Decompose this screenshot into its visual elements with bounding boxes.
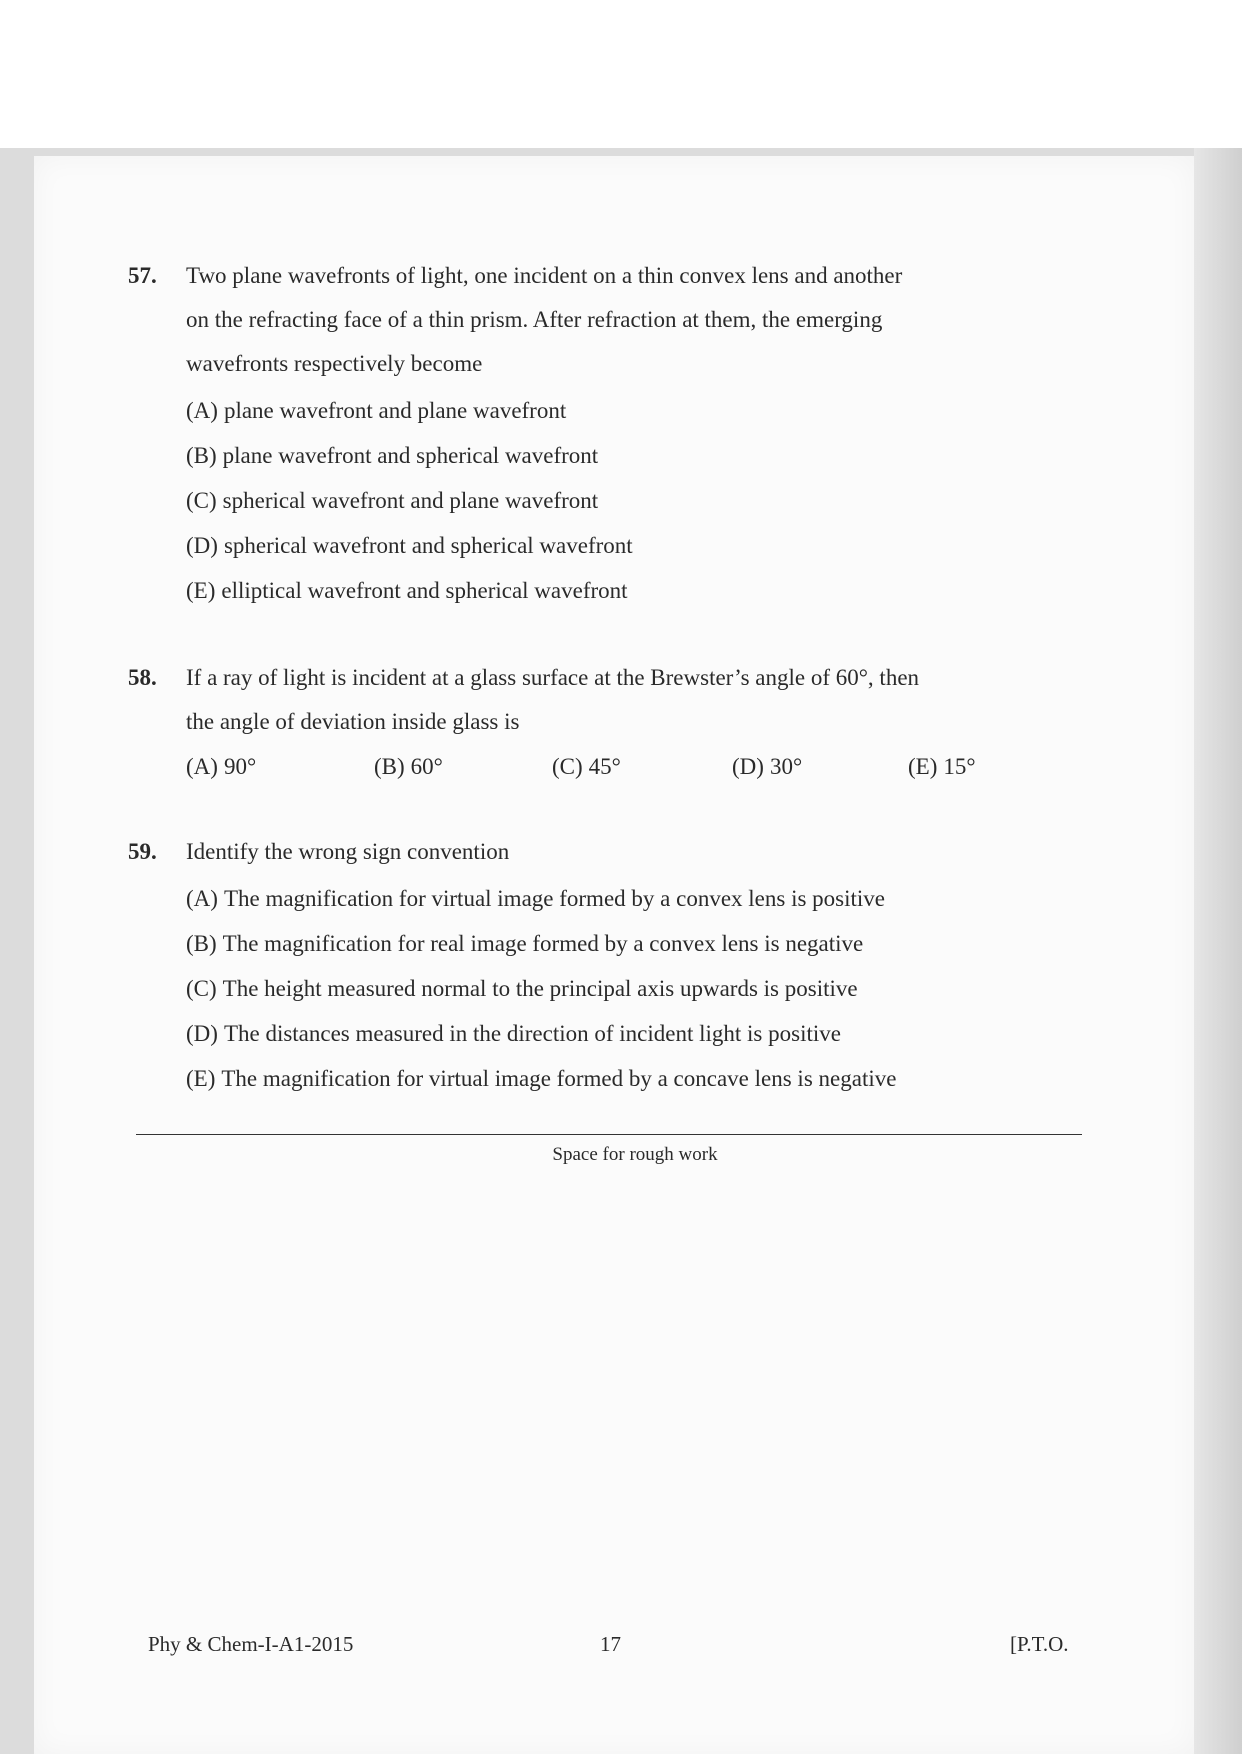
question-text	[186, 656, 1078, 744]
option-text: The distances measured in the direction of incident light is positive	[223, 1021, 841, 1046]
question-57	[128, 254, 1078, 613]
option-c[interactable]	[186, 478, 1078, 523]
paper-code: Phy & Chem-I-A1-2015	[148, 1632, 354, 1656]
question-text	[186, 830, 1078, 874]
option-c[interactable]	[552, 744, 621, 790]
option-label: (E)	[186, 578, 216, 603]
option-text: plane wavefront and plane wavefront	[223, 398, 567, 423]
option-b[interactable]	[374, 744, 443, 790]
option-label: (D)	[732, 754, 764, 779]
option-c[interactable]	[186, 966, 1078, 1011]
rough-work-label: Space for rough work	[552, 1144, 718, 1165]
rough-work-divider	[136, 1134, 1082, 1135]
option-label: (D)	[186, 533, 218, 558]
question-text-line: If a ray of light is incident at a glass surface at the Brewster’s angle of 60°, then	[186, 665, 920, 690]
option-text: 45°	[588, 754, 621, 779]
option-label: (A)	[186, 398, 218, 423]
option-d[interactable]	[186, 523, 1078, 568]
option-text: spherical wavefront and spherical wavefront	[223, 533, 633, 558]
option-label: (C)	[186, 976, 217, 1001]
question-text-line: wavefronts respectively become	[186, 351, 483, 376]
option-text: plane wavefront and spherical wavefront	[222, 443, 599, 468]
option-label: (A)	[186, 886, 218, 911]
option-label: (B)	[186, 443, 217, 468]
option-b[interactable]	[186, 433, 1078, 478]
option-e[interactable]	[186, 568, 1078, 613]
option-text: The magnification for virtual image formed by a convex lens is positive	[223, 886, 885, 911]
option-label: (E)	[908, 754, 938, 779]
option-text: 90°	[223, 754, 257, 779]
question-58	[128, 656, 1078, 790]
question-text-line: Two plane wavefronts of light, one incident on a thin convex lens and another	[186, 263, 903, 288]
option-text: 15°	[943, 754, 976, 779]
option-d[interactable]	[186, 1011, 1078, 1056]
option-label: (E)	[186, 1066, 216, 1091]
question-text-line: the angle of deviation inside glass is	[186, 709, 520, 734]
option-label: (A)	[186, 754, 218, 779]
option-label: (C)	[186, 488, 217, 513]
option-text: elliptical wavefront and spherical wavefront	[221, 578, 628, 603]
option-list	[186, 876, 1078, 1101]
option-list	[186, 388, 1078, 613]
option-text: 30°	[769, 754, 803, 779]
option-text: The height measured normal to the principal axis upwards is positive	[222, 976, 858, 1001]
option-d[interactable]	[732, 744, 802, 790]
option-a[interactable]	[186, 876, 1078, 921]
question-text-line: on the refracting face of a thin prism. After refraction at them, the emerging	[186, 307, 883, 332]
option-text: 60°	[410, 754, 443, 779]
question-text-line: Identify the wrong sign convention	[186, 839, 510, 864]
question-text	[186, 254, 1078, 386]
question-number: 58.	[128, 665, 157, 690]
option-label: (B)	[374, 754, 405, 779]
option-e[interactable]	[908, 744, 976, 790]
option-a[interactable]	[186, 388, 1078, 433]
option-label: (B)	[186, 931, 217, 956]
option-list	[186, 744, 1078, 790]
page-number: 17	[600, 1632, 621, 1656]
question-number: 57.	[128, 263, 157, 288]
option-text: The magnification for virtual image formed by a concave lens is negative	[221, 1066, 897, 1091]
option-a[interactable]	[186, 744, 256, 790]
option-label: (C)	[552, 754, 583, 779]
option-text: The magnification for real image formed by a convex lens is negative	[222, 931, 864, 956]
option-text: spherical wavefront and plane wavefront	[222, 488, 599, 513]
question-59	[128, 830, 1078, 1101]
question-number: 59.	[128, 839, 157, 864]
option-b[interactable]	[186, 921, 1078, 966]
please-turn-over: [P.T.O.	[1010, 1632, 1069, 1656]
scan-background-top	[0, 0, 1242, 148]
option-label: (D)	[186, 1021, 218, 1046]
option-e[interactable]	[186, 1056, 1078, 1101]
page-edge-shadow	[1194, 148, 1242, 1754]
